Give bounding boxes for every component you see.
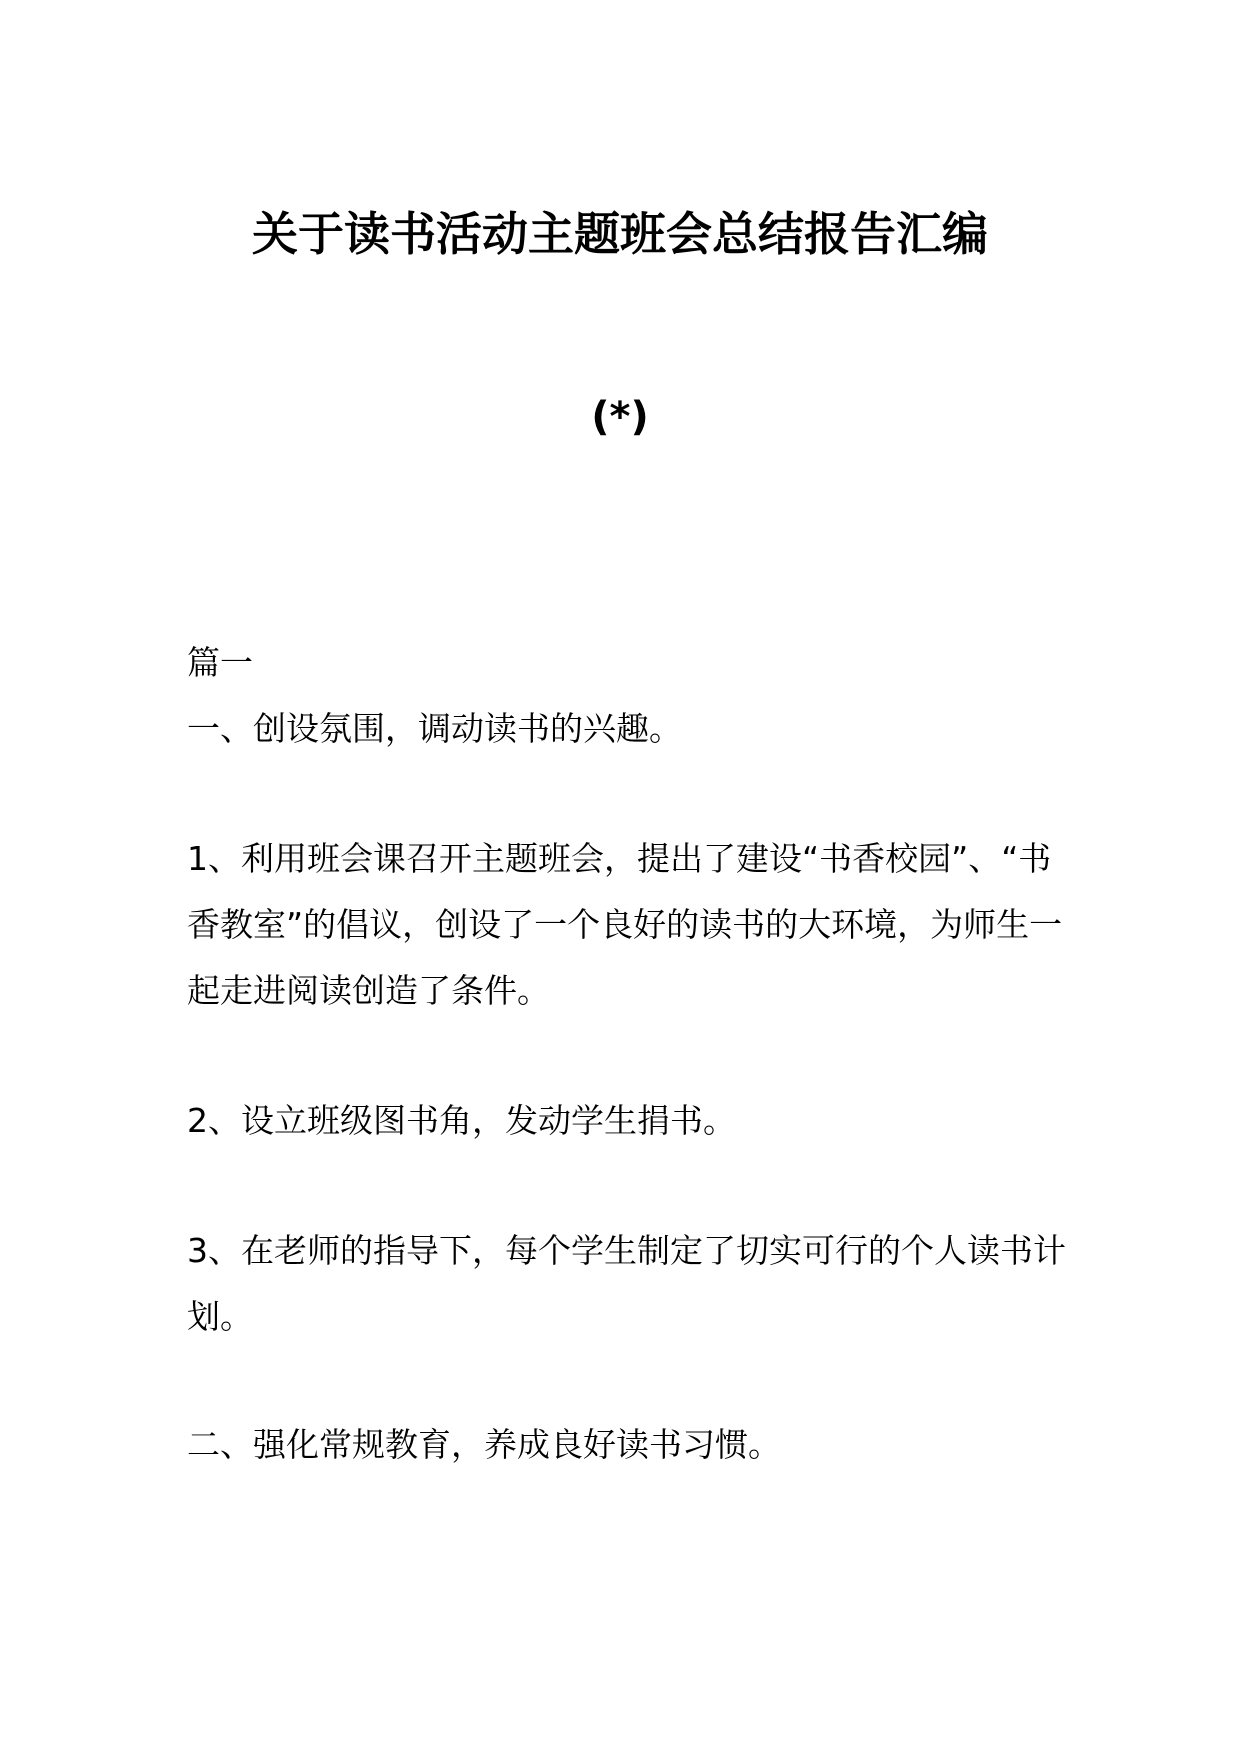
section-heading-1: 一、创设氛围，调动读书的兴趣。 (187, 709, 682, 748)
list-item-3: 3、在老师的指导下，每个学生制定了切实可行的个人读书计划。 (187, 1231, 1066, 1336)
list-item-2: 2、设立班级图书角，发动学生捐书。 (187, 1101, 736, 1140)
document-subtitle: (*) (591, 394, 649, 440)
section-label: 篇一 (187, 643, 253, 682)
list-item-1: 1、利用班会课召开主题班会，提出了建设“书香校园”、“书香教室”的倡议，创设了一个良好的读书的大环境，为师生一起走进阅读创造了条件。 (187, 839, 1063, 1010)
section-heading-2: 二、强化常规教育，养成良好读书习惯。 (187, 1425, 781, 1464)
document-title: 关于读书活动主题班会总结报告汇编 (252, 207, 988, 261)
